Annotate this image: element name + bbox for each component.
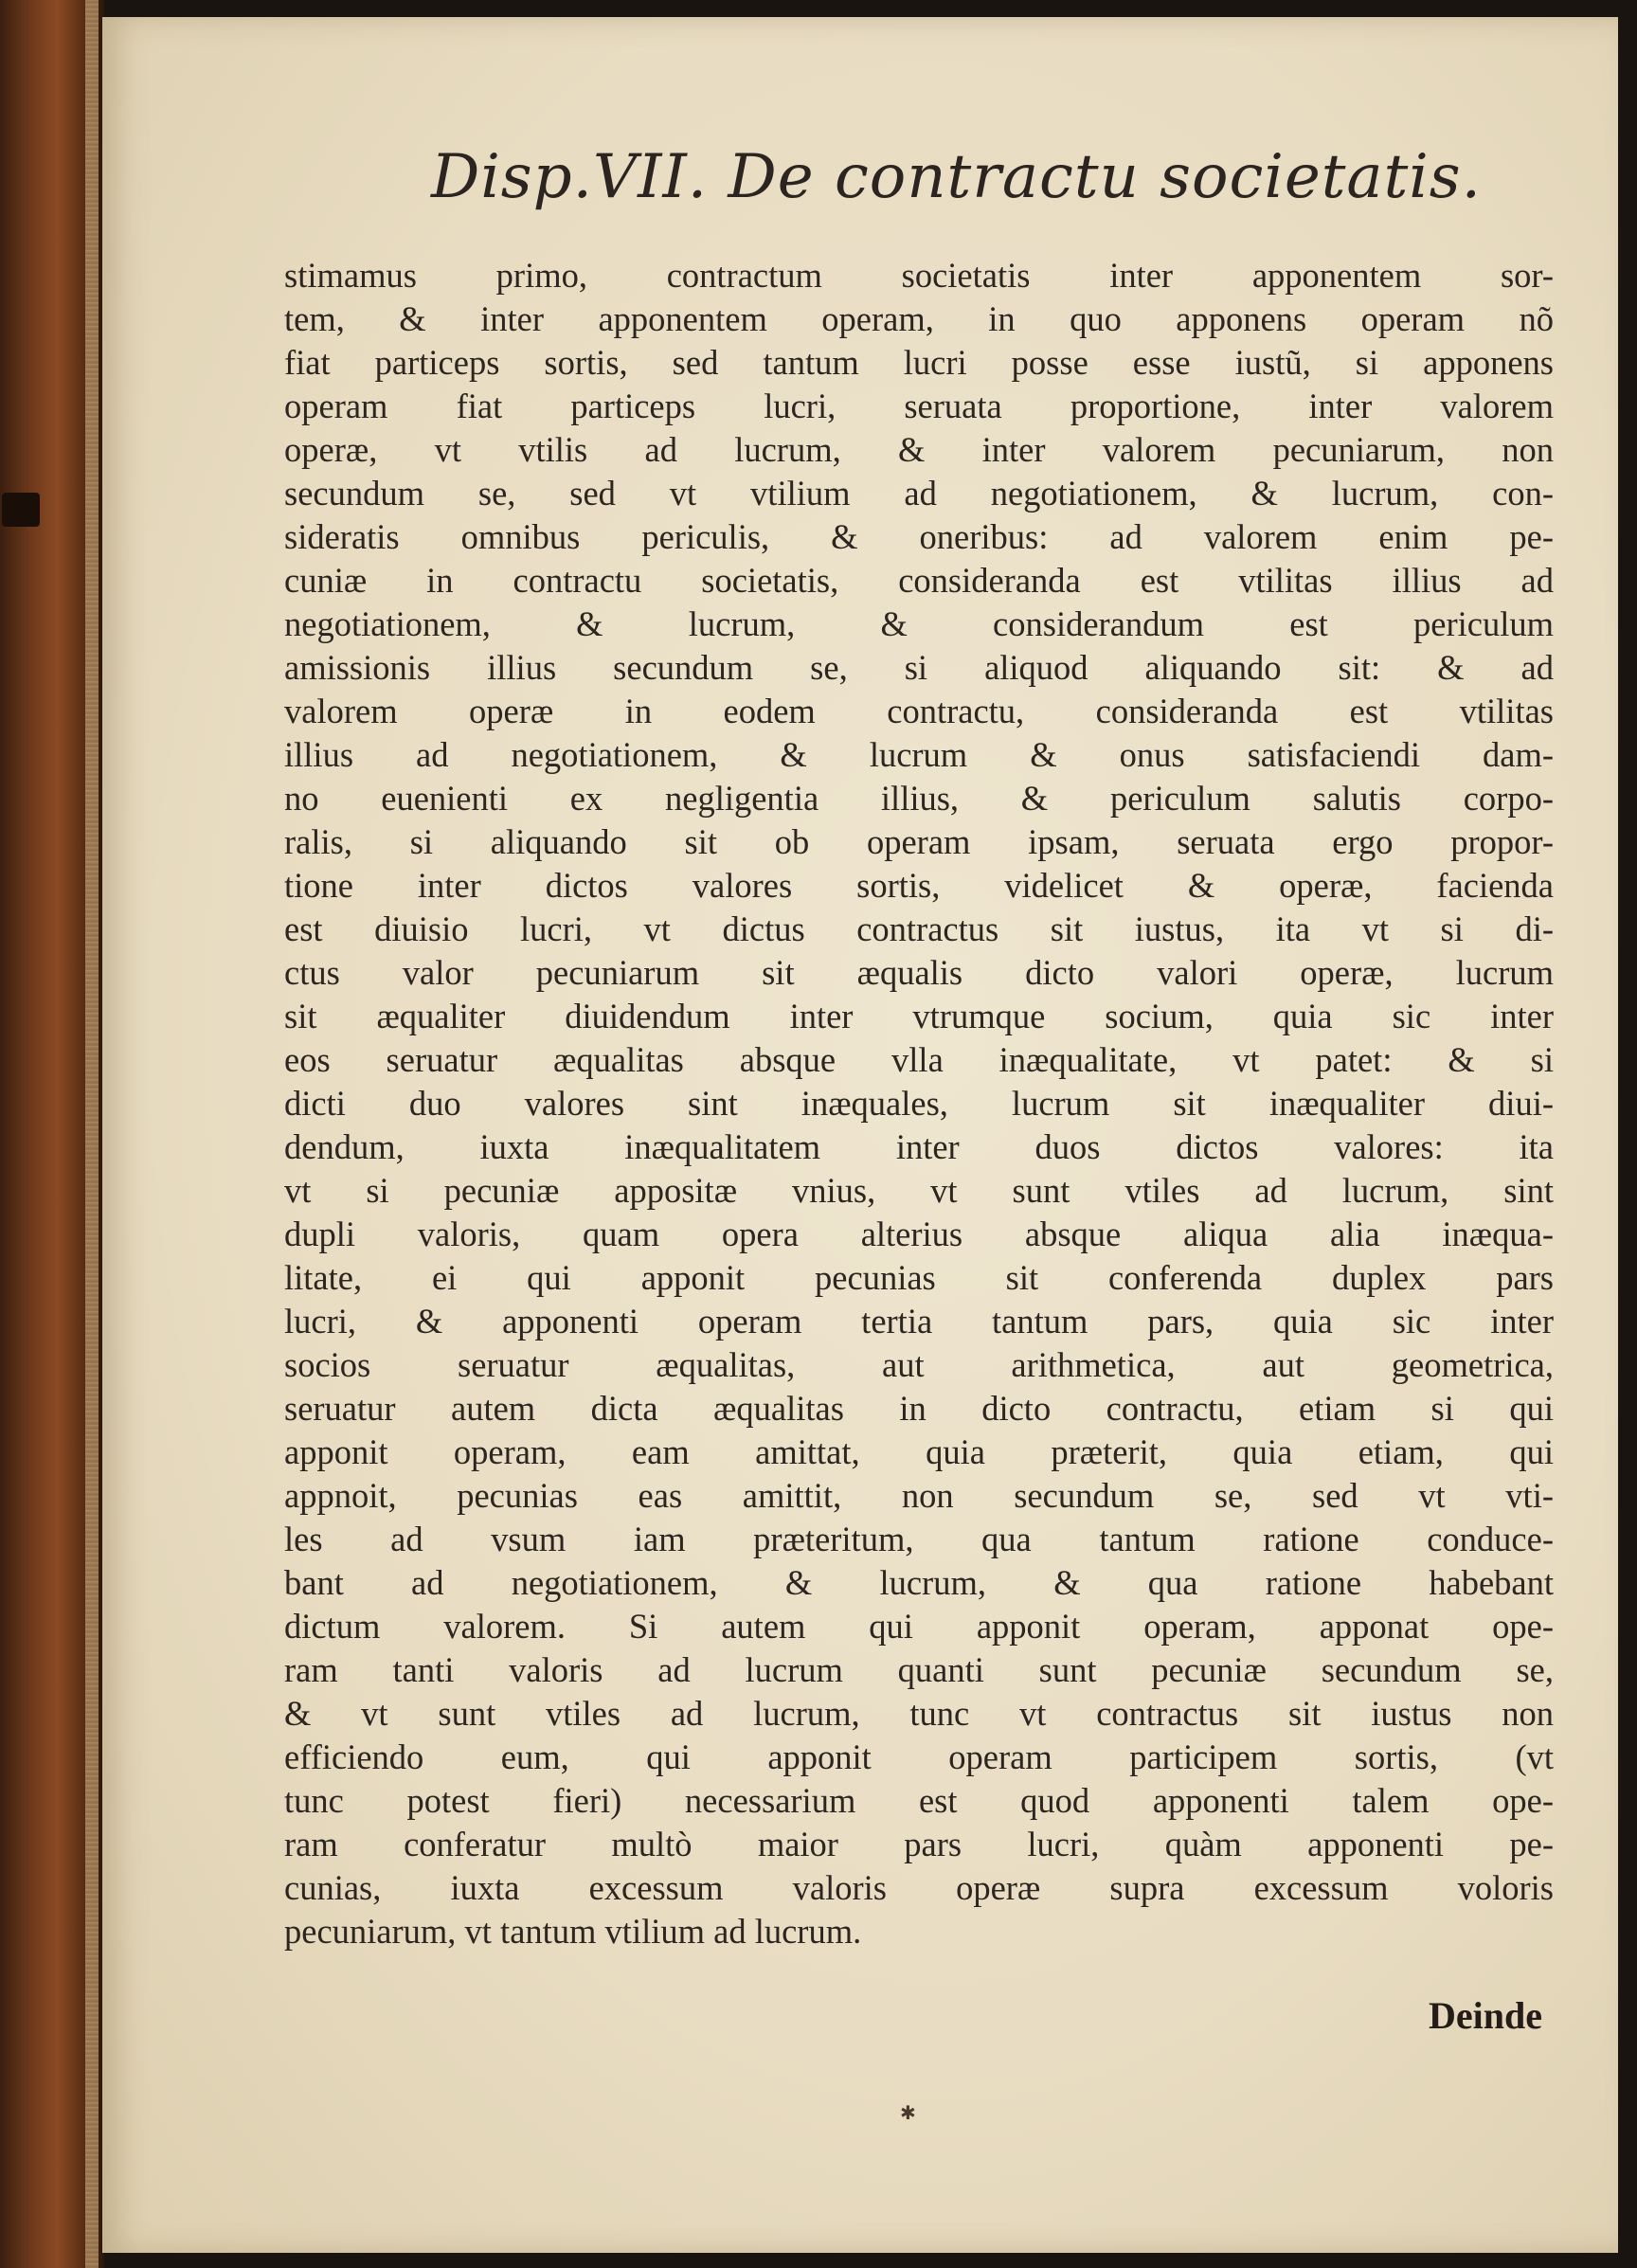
text-line: tunc potest fieri) necessarium est quod apponenti talem ope- bbox=[284, 1781, 1554, 1820]
text-line: socios seruatur æqualitas, aut arithmetica, aut geometrica, bbox=[284, 1345, 1554, 1384]
text-line: valorem operæ in eodem contractu, consideranda est vtilitas bbox=[284, 692, 1554, 730]
bookmark-tab bbox=[2, 493, 40, 527]
text-line: stimamus primo, contractum societatis inter apponentem sor- bbox=[284, 256, 1554, 295]
text-line: tione inter dictos valores sortis, videlicet & operæ, facienda bbox=[284, 866, 1554, 905]
running-header: Disp.VII. De contractu societatis. bbox=[431, 142, 1482, 212]
ornament-icon: ✱ bbox=[900, 2101, 916, 2124]
text-line: no euenienti ex negligentia illius, & periculum salutis corpo- bbox=[284, 779, 1554, 818]
catchword: Deinde bbox=[1429, 1994, 1542, 2037]
text-line: dupli valoris, quam opera alterius absque aliqua alia inæqua- bbox=[284, 1215, 1554, 1253]
body-text bbox=[284, 254, 1554, 1953]
text-line: les ad vsum iam præteritum, qua tantum ratione conduce- bbox=[284, 1520, 1554, 1558]
text-line: cunias, iuxta excessum valoris operæ supra excessum voloris bbox=[284, 1868, 1554, 1907]
text-line: apponit operam, eam amittat, quia præterit, quia etiam, qui bbox=[284, 1432, 1554, 1471]
text-line: efficiendo eum, qui apponit operam participem sortis, (vt bbox=[284, 1737, 1554, 1776]
book-spine-edge bbox=[0, 0, 104, 2268]
text-line: appnoit, pecunias eas amittit, non secundum se, sed vt vti- bbox=[284, 1476, 1554, 1515]
text-line: cuniæ in contractu societatis, consideranda est vtilitas illius ad bbox=[284, 561, 1554, 600]
text-line: eos seruatur æqualitas absque vlla inæqualitate, vt patet: & si bbox=[284, 1040, 1554, 1079]
text-line: negotiationem, & lucrum, & considerandum est periculum bbox=[284, 604, 1554, 643]
text-line: operam fiat particeps lucri, seruata proportione, inter valorem bbox=[284, 387, 1554, 425]
text-line: secundum se, sed vt vtilium ad negotiationem, & lucrum, con- bbox=[284, 474, 1554, 513]
text-line: seruatur autem dicta æqualitas in dicto contractu, etiam si qui bbox=[284, 1389, 1554, 1428]
text-line: ram tanti valoris ad lucrum quanti sunt pecuniæ secundum se, bbox=[284, 1650, 1554, 1689]
text-line: tem, & inter apponentem operam, in quo apponens operam nõ bbox=[284, 299, 1554, 338]
text-line: dicti duo valores sint inæquales, lucrum sit inæqualiter diui- bbox=[284, 1084, 1554, 1123]
text-line: ram conferatur multò maior pars lucri, quàm apponenti pe- bbox=[284, 1825, 1554, 1863]
text-line: sideratis omnibus periculis, & oneribus: ad valorem enim pe- bbox=[284, 517, 1554, 556]
text-line: ralis, si aliquando sit ob operam ipsam, seruata ergo propor- bbox=[284, 822, 1554, 861]
text-line: ctus valor pecuniarum sit æqualis dicto valori operæ, lucrum bbox=[284, 953, 1554, 992]
text-line: pecuniarum, vt tantum vtilium ad lucrum. bbox=[284, 1912, 862, 1951]
text-line: illius ad negotiationem, & lucrum & onus satisfaciendi dam- bbox=[284, 735, 1554, 774]
text-line: & vt sunt vtiles ad lucrum, tunc vt contractus sit iustus non bbox=[284, 1694, 1554, 1733]
text-line: sit æqualiter diuidendum inter vtrumque socium, quia sic inter bbox=[284, 997, 1554, 1035]
text-line: fiat particeps sortis, sed tantum lucri posse esse iustũ, si apponens bbox=[284, 343, 1554, 382]
text-line: dendum, iuxta inæqualitatem inter duos dictos valores: ita bbox=[284, 1127, 1554, 1166]
text-line: operæ, vt vtilis ad lucrum, & inter valorem pecuniarum, non bbox=[284, 430, 1554, 469]
text-line: dictum valorem. Si autem qui apponit operam, apponat ope- bbox=[284, 1607, 1554, 1646]
text-line: amissionis illius secundum se, si aliquod aliquando sit: & ad bbox=[284, 648, 1554, 687]
text-line: lucri, & apponenti operam tertia tantum pars, quia sic inter bbox=[284, 1302, 1554, 1341]
text-line: bant ad negotiationem, & lucrum, & qua ratione habebant bbox=[284, 1563, 1554, 1602]
text-line: vt si pecuniæ appositæ vnius, vt sunt vtiles ad lucrum, sint bbox=[284, 1171, 1554, 1210]
text-line: litate, ei qui apponit pecunias sit conferenda duplex pars bbox=[284, 1258, 1554, 1297]
text-line: est diuisio lucri, vt dictus contractus sit iustus, ita vt si di- bbox=[284, 909, 1554, 948]
